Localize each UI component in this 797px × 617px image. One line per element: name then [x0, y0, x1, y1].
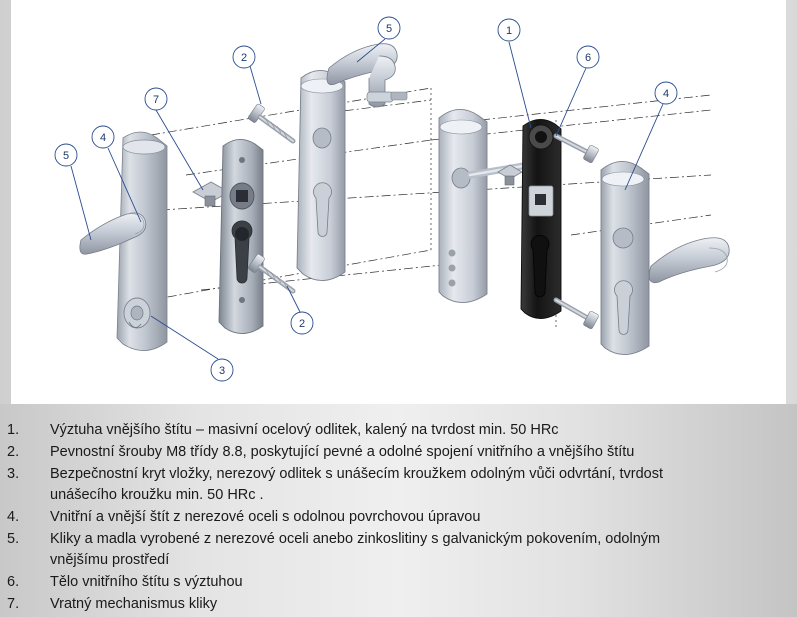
legend-number: 7. — [7, 596, 20, 612]
callout-label-4-left: 4 — [99, 132, 107, 144]
callout-label-7: 7 — [152, 94, 160, 106]
legend-line-1: Vratný mechanismus kliky — [50, 596, 218, 612]
inner-lever-handle — [649, 238, 729, 283]
list-item — [0, 572, 797, 593]
legend-number: 1. — [7, 422, 20, 438]
inner-cover-plate — [601, 161, 649, 354]
outer-plate-reinforcement — [219, 139, 263, 333]
list-item — [0, 420, 797, 441]
legend-line-1: Bezpečnostní kryt vložky, nerezový odlitek s unášecím kroužkem odolným vůči odvrtání, tvrdost — [50, 466, 664, 482]
legend-description — [50, 420, 797, 441]
legend-number: 2. — [7, 444, 20, 460]
construction-lines — [151, 88, 556, 330]
hardware-exploded-diagram — [11, 0, 786, 404]
legend-description — [50, 507, 797, 528]
list-item — [0, 442, 797, 463]
callout-label-5-left: 5 — [62, 150, 70, 162]
callout-label-3: 3 — [218, 365, 226, 377]
legend-line-1: Kliky a madla vyrobené z nerezové oceli anebo zinkoslitiny s galvanickým pokovením, odolným — [50, 531, 661, 547]
legend-description — [50, 442, 797, 463]
callout-label-2-lower: 2 — [298, 318, 306, 330]
legend-line-1: Tělo vnitřního štítu s výztuhou — [50, 574, 243, 590]
legend-line-1: Výztuha vnějšího štítu – masivní ocelový odlitek, kalený na tvrdost min. 50 HRc — [50, 422, 559, 438]
legend-panel — [0, 404, 797, 617]
list-item — [0, 594, 797, 615]
outer-escutcheon-body — [297, 70, 345, 280]
legend-number: 6. — [7, 574, 20, 590]
legend-line-2: vnějšímu prostředí — [50, 552, 170, 568]
screw-lower-right — [556, 300, 599, 329]
callout-label-6: 6 — [584, 52, 592, 64]
legend-description — [50, 594, 797, 615]
screw-upper-right — [556, 136, 599, 163]
callout-label-2-upper: 2 — [240, 52, 248, 64]
legend-description — [50, 529, 797, 571]
list-item — [0, 464, 797, 506]
callout-label-1: 1 — [505, 25, 513, 37]
legend-list — [0, 420, 797, 616]
legend-line-2: unášecího kroužku min. 50 HRc . — [50, 487, 264, 503]
legend-line-1: Pevnostní šrouby M8 třídy 8.8, poskytující pevné a odolné spojení vnitřního a vnějšího štítu — [50, 444, 635, 460]
inner-plate-reinforcement — [521, 119, 561, 318]
inner-escutcheon-plate — [439, 109, 523, 302]
list-item — [0, 507, 797, 528]
callout-label-4-right: 4 — [662, 88, 670, 100]
legend-line-1: Vnitřní a vnější štít z nerezové oceli s odolnou povrchovou úpravou — [50, 509, 481, 525]
legend-number: 5. — [7, 531, 20, 547]
list-item — [0, 529, 797, 571]
legend-description — [50, 572, 797, 593]
legend-number: 3. — [7, 466, 20, 482]
screw-upper-left — [248, 103, 293, 141]
legend-number: 4. — [7, 509, 20, 525]
legend-description — [50, 464, 797, 506]
callout-label-5-upper: 5 — [385, 23, 393, 35]
